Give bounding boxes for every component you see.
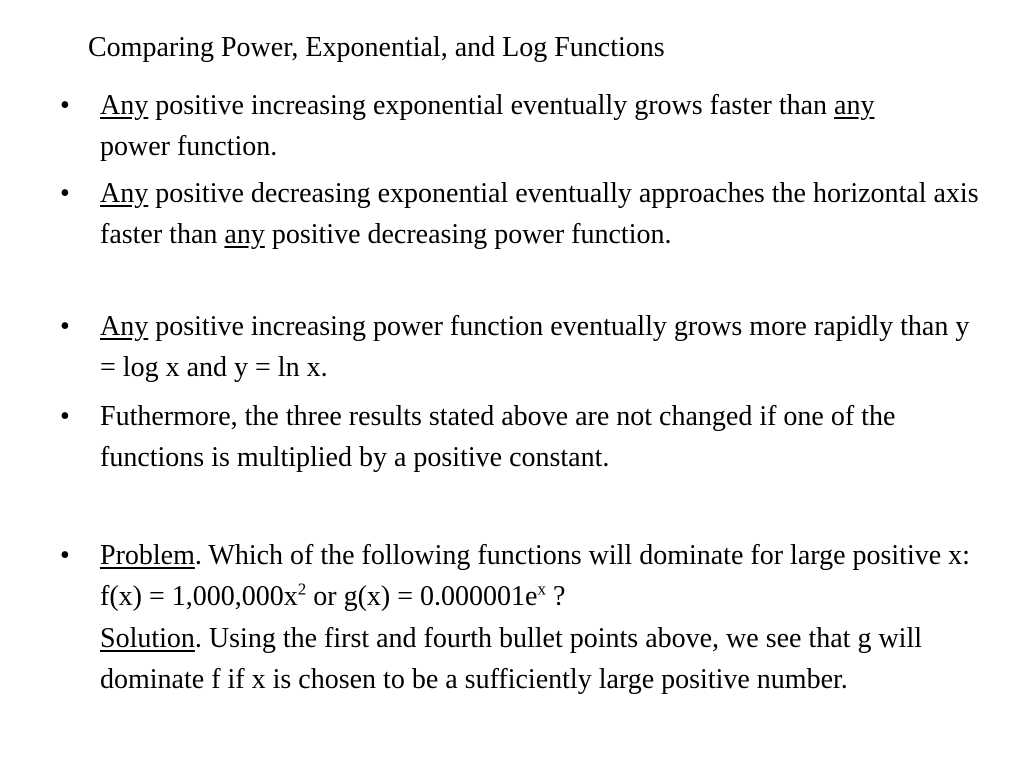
bullet-text [100, 173, 980, 256]
exponent-x: x [537, 579, 546, 599]
bullet-text-part: Futhermore, the three results stated above are not changed if one of the functions is multiplied by a positive constant. [100, 401, 896, 474]
problem-label: Problem [100, 540, 195, 571]
bullet-text-part: positive decreasing exponential eventually approaches the horizontal axis faster than [100, 178, 979, 251]
bullet-dot: • [60, 90, 70, 121]
emphasis-any: any [224, 219, 265, 251]
emphasis-any: Any [100, 311, 149, 342]
emphasis-any: Any [100, 178, 149, 209]
solution-text: . Using the first and fourth bullet points above, we see that g will dominate f if x is chosen to be a sufficiently large positive number. [100, 622, 923, 695]
problem-text: or g(x) = 0.000001e [306, 581, 538, 613]
bullet-dot: • [60, 311, 70, 342]
solution-label: Solution [100, 622, 195, 654]
bullet-text [100, 535, 1000, 700]
exponent-2: 2 [297, 579, 307, 599]
bullet-text [100, 306, 980, 389]
bullet-text-part: power function. [100, 131, 278, 163]
bullet-text-part: positive increasing exponential eventually grows faster than [148, 90, 835, 121]
emphasis-any: Any [100, 90, 149, 121]
bullet-text-part: positive decreasing power function. [264, 219, 672, 251]
slide-title: Comparing Power, Exponential, and Log Functions [88, 32, 665, 63]
bullet-text-part: positive increasing power function eventually grows more rapidly than y = log x and y = ln x. [100, 311, 970, 384]
bullet-text [100, 85, 930, 168]
bullet-dot: • [60, 178, 70, 209]
bullet-dot: • [60, 401, 70, 432]
problem-text: ? [545, 581, 566, 613]
problem-text: . Which of the following functions will dominate for large positive x: f(x) = 1,000,000x [100, 540, 970, 613]
emphasis-any: any [834, 90, 875, 121]
bullet-text [100, 396, 950, 479]
bullet-dot: • [60, 540, 70, 571]
